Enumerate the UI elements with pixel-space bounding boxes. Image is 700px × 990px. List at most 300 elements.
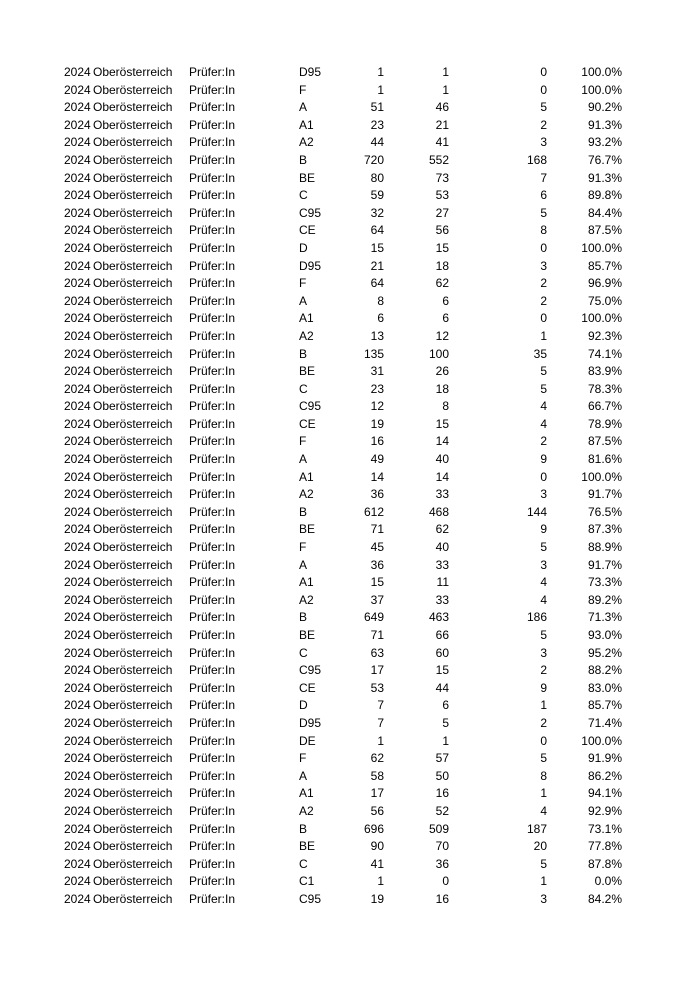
failed-cell: 1 xyxy=(540,786,547,801)
pass-rate-cell: 66.7% xyxy=(587,399,622,414)
year-cell: 2024 xyxy=(64,628,91,642)
region-cell: Oberösterreich xyxy=(93,205,173,220)
passed-cell: 14 xyxy=(435,469,449,484)
role-cell: Prüfer:In xyxy=(189,557,236,572)
table-row xyxy=(0,557,700,575)
role-cell: Prüfer:In xyxy=(189,152,236,167)
passed-cell: 1 xyxy=(442,82,449,97)
table-row xyxy=(0,99,700,117)
total-cell: 59 xyxy=(370,188,384,203)
region-cell: Oberösterreich xyxy=(93,240,173,255)
license-class-cell: F xyxy=(299,434,307,449)
total-cell: 49 xyxy=(370,452,384,467)
failed-cell: 5 xyxy=(540,364,547,379)
failed-cell: 3 xyxy=(540,258,547,273)
role-cell: Prüfer:In xyxy=(189,223,236,238)
failed-cell: 5 xyxy=(540,381,547,396)
pass-rate-cell: 86.2% xyxy=(587,768,622,783)
region-cell: Oberösterreich xyxy=(93,786,173,801)
failed-cell: 187 xyxy=(526,821,547,836)
role-cell: Prüfer:In xyxy=(189,575,236,590)
year-cell: 2024 xyxy=(64,65,91,79)
failed-cell: 3 xyxy=(540,891,547,906)
role-cell: Prüfer:In xyxy=(189,715,236,730)
total-cell: 23 xyxy=(370,117,384,132)
year-cell: 2024 xyxy=(64,715,91,730)
pass-rate-cell: 74.1% xyxy=(587,346,622,361)
pass-rate-cell: 91.9% xyxy=(587,751,622,766)
year-cell: 2024 xyxy=(64,768,91,783)
year-cell: 2024 xyxy=(64,680,91,695)
failed-cell: 4 xyxy=(540,399,547,414)
region-cell: Oberösterreich xyxy=(93,328,173,343)
table-row xyxy=(0,838,700,856)
table-row xyxy=(0,750,700,768)
total-cell: 62 xyxy=(370,751,384,766)
failed-cell: 7 xyxy=(540,170,547,185)
total-cell: 36 xyxy=(370,557,384,572)
year-cell: 2024 xyxy=(64,152,91,167)
pass-rate-cell: 88.2% xyxy=(587,663,622,678)
table-row xyxy=(0,346,700,364)
pass-rate-cell: 78.3% xyxy=(587,381,622,396)
license-class-cell: F xyxy=(299,751,307,766)
license-class-cell: A1 xyxy=(299,575,314,590)
passed-cell: 53 xyxy=(435,188,449,203)
passed-cell: 463 xyxy=(428,610,449,625)
pass-rate-cell: 83.0% xyxy=(587,680,622,695)
region-cell: Oberösterreich xyxy=(93,258,173,273)
failed-cell: 3 xyxy=(540,487,547,502)
year-cell: 2024 xyxy=(64,205,91,220)
passed-cell: 6 xyxy=(442,698,449,713)
region-cell: Oberösterreich xyxy=(93,399,173,414)
license-class-cell: BE xyxy=(299,170,316,185)
pass-rate-cell: 96.9% xyxy=(587,276,622,291)
table-row xyxy=(0,609,700,627)
region-cell: Oberösterreich xyxy=(93,803,173,818)
role-cell: Prüfer:In xyxy=(189,82,236,97)
pass-rate-cell: 76.5% xyxy=(587,504,622,519)
role-cell: Prüfer:In xyxy=(189,504,236,519)
total-cell: 720 xyxy=(363,152,384,167)
total-cell: 8 xyxy=(377,293,384,308)
region-cell: Oberösterreich xyxy=(93,293,173,308)
pass-rate-cell: 83.9% xyxy=(587,364,622,379)
region-cell: Oberösterreich xyxy=(93,839,173,854)
passed-cell: 12 xyxy=(435,328,449,343)
year-cell: 2024 xyxy=(64,803,91,818)
region-cell: Oberösterreich xyxy=(93,82,173,97)
region-cell: Oberösterreich xyxy=(93,188,173,203)
region-cell: Oberösterreich xyxy=(93,821,173,836)
total-cell: 58 xyxy=(370,768,384,783)
total-cell: 649 xyxy=(363,610,384,625)
passed-cell: 100 xyxy=(428,346,449,361)
license-class-cell: C1 xyxy=(299,874,315,889)
license-class-cell: CE xyxy=(299,680,316,695)
year-cell: 2024 xyxy=(64,645,91,660)
table-row xyxy=(0,416,700,434)
pass-rate-cell: 100.0% xyxy=(581,311,622,326)
role-cell: Prüfer:In xyxy=(189,540,236,555)
table-row xyxy=(0,328,700,346)
table-row xyxy=(0,433,700,451)
year-cell: 2024 xyxy=(64,293,91,308)
year-cell: 2024 xyxy=(64,504,91,519)
failed-cell: 4 xyxy=(540,803,547,818)
year-cell: 2024 xyxy=(64,786,91,801)
table-row xyxy=(0,152,700,170)
license-class-cell: DE xyxy=(299,733,316,748)
license-class-cell: BE xyxy=(299,628,316,642)
role-cell: Prüfer:In xyxy=(189,346,236,361)
failed-cell: 9 xyxy=(540,452,547,467)
table-row xyxy=(0,469,700,487)
passed-cell: 468 xyxy=(428,504,449,519)
total-cell: 1 xyxy=(377,82,384,97)
total-cell: 36 xyxy=(370,487,384,502)
total-cell: 37 xyxy=(370,592,384,607)
failed-cell: 0 xyxy=(540,469,547,484)
year-cell: 2024 xyxy=(64,751,91,766)
role-cell: Prüfer:In xyxy=(189,293,236,308)
total-cell: 51 xyxy=(370,100,384,115)
pass-rate-cell: 73.3% xyxy=(587,575,622,590)
license-class-cell: C95 xyxy=(299,663,322,678)
table-row xyxy=(0,398,700,416)
license-class-cell: A xyxy=(299,768,308,783)
failed-cell: 2 xyxy=(540,663,547,678)
passed-cell: 40 xyxy=(435,452,449,467)
passed-cell: 8 xyxy=(442,399,449,414)
pass-rate-cell: 100.0% xyxy=(581,733,622,748)
year-cell: 2024 xyxy=(64,891,91,906)
role-cell: Prüfer:In xyxy=(189,117,236,132)
region-cell: Oberösterreich xyxy=(93,346,173,361)
pass-rate-cell: 87.5% xyxy=(587,223,622,238)
license-class-cell: A1 xyxy=(299,311,314,326)
pass-rate-cell: 92.3% xyxy=(587,328,622,343)
license-class-cell: D95 xyxy=(299,65,322,79)
failed-cell: 5 xyxy=(540,751,547,766)
table-row xyxy=(0,539,700,557)
license-class-cell: A2 xyxy=(299,592,314,607)
total-cell: 31 xyxy=(370,364,384,379)
pass-rate-cell: 100.0% xyxy=(581,65,622,79)
passed-cell: 44 xyxy=(435,680,449,695)
total-cell: 41 xyxy=(370,856,384,871)
license-class-cell: A2 xyxy=(299,135,314,150)
failed-cell: 1 xyxy=(540,328,547,343)
role-cell: Prüfer:In xyxy=(189,416,236,431)
pass-rate-cell: 87.8% xyxy=(587,856,622,871)
year-cell: 2024 xyxy=(64,381,91,396)
failed-cell: 9 xyxy=(540,522,547,537)
year-cell: 2024 xyxy=(64,733,91,748)
table-row xyxy=(0,891,700,909)
region-cell: Oberösterreich xyxy=(93,768,173,783)
passed-cell: 70 xyxy=(435,839,449,854)
region-cell: Oberösterreich xyxy=(93,575,173,590)
license-class-cell: B xyxy=(299,346,308,361)
failed-cell: 9 xyxy=(540,680,547,695)
year-cell: 2024 xyxy=(64,328,91,343)
passed-cell: 62 xyxy=(435,522,449,537)
license-class-cell: F xyxy=(299,82,307,97)
total-cell: 6 xyxy=(377,311,384,326)
table-row xyxy=(0,803,700,821)
year-cell: 2024 xyxy=(64,276,91,291)
failed-cell: 2 xyxy=(540,715,547,730)
failed-cell: 5 xyxy=(540,540,547,555)
pass-rate-cell: 71.3% xyxy=(587,610,622,625)
region-cell: Oberösterreich xyxy=(93,170,173,185)
pass-rate-cell: 76.7% xyxy=(587,152,622,167)
total-cell: 16 xyxy=(370,434,384,449)
failed-cell: 5 xyxy=(540,856,547,871)
total-cell: 1 xyxy=(377,65,384,79)
table-row xyxy=(0,592,700,610)
license-class-cell: A xyxy=(299,100,308,115)
passed-cell: 60 xyxy=(435,645,449,660)
license-class-cell: F xyxy=(299,276,307,291)
role-cell: Prüfer:In xyxy=(189,364,236,379)
role-cell: Prüfer:In xyxy=(189,610,236,625)
total-cell: 45 xyxy=(370,540,384,555)
failed-cell: 4 xyxy=(540,575,547,590)
license-class-cell: D95 xyxy=(299,258,322,273)
passed-cell: 66 xyxy=(435,628,449,642)
year-cell: 2024 xyxy=(64,557,91,572)
passed-cell: 11 xyxy=(436,575,449,590)
pass-rate-cell: 81.6% xyxy=(587,452,622,467)
role-cell: Prüfer:In xyxy=(189,434,236,449)
region-cell: Oberösterreich xyxy=(93,715,173,730)
table-row xyxy=(0,381,700,399)
total-cell: 12 xyxy=(370,399,384,414)
passed-cell: 33 xyxy=(435,557,449,572)
passed-cell: 1 xyxy=(442,733,449,748)
license-class-cell: C95 xyxy=(299,399,322,414)
year-cell: 2024 xyxy=(64,434,91,449)
region-cell: Oberösterreich xyxy=(93,152,173,167)
data-table xyxy=(0,64,700,909)
year-cell: 2024 xyxy=(64,856,91,871)
role-cell: Prüfer:In xyxy=(189,170,236,185)
role-cell: Prüfer:In xyxy=(189,65,236,79)
pass-rate-cell: 77.8% xyxy=(587,839,622,854)
license-class-cell: C xyxy=(299,381,308,396)
failed-cell: 8 xyxy=(540,223,547,238)
region-cell: Oberösterreich xyxy=(93,117,173,132)
pass-rate-cell: 73.1% xyxy=(587,821,622,836)
pass-rate-cell: 71.4% xyxy=(587,715,622,730)
pass-rate-cell: 92.9% xyxy=(587,803,622,818)
passed-cell: 56 xyxy=(435,223,449,238)
passed-cell: 18 xyxy=(435,381,449,396)
region-cell: Oberösterreich xyxy=(93,504,173,519)
year-cell: 2024 xyxy=(64,223,91,238)
passed-cell: 50 xyxy=(435,768,449,783)
license-class-cell: C95 xyxy=(299,205,322,220)
passed-cell: 57 xyxy=(435,751,449,766)
total-cell: 17 xyxy=(370,786,384,801)
table-row xyxy=(0,240,700,258)
total-cell: 19 xyxy=(370,891,384,906)
failed-cell: 5 xyxy=(540,205,547,220)
role-cell: Prüfer:In xyxy=(189,839,236,854)
failed-cell: 20 xyxy=(533,839,547,854)
license-class-cell: BE xyxy=(299,839,316,854)
pass-rate-cell: 85.7% xyxy=(587,258,622,273)
failed-cell: 144 xyxy=(526,504,547,519)
passed-cell: 1 xyxy=(442,65,449,79)
license-class-cell: A1 xyxy=(299,786,314,801)
license-class-cell: CE xyxy=(299,416,316,431)
year-cell: 2024 xyxy=(64,874,91,889)
license-class-cell: A2 xyxy=(299,487,314,502)
total-cell: 64 xyxy=(370,276,384,291)
pass-rate-cell: 91.3% xyxy=(587,170,622,185)
passed-cell: 33 xyxy=(435,592,449,607)
license-class-cell: D xyxy=(299,240,308,255)
failed-cell: 168 xyxy=(526,152,547,167)
role-cell: Prüfer:In xyxy=(189,276,236,291)
table-row xyxy=(0,82,700,100)
region-cell: Oberösterreich xyxy=(93,733,173,748)
year-cell: 2024 xyxy=(64,188,91,203)
pass-rate-cell: 0.0% xyxy=(594,874,622,889)
table-row xyxy=(0,662,700,680)
role-cell: Prüfer:In xyxy=(189,733,236,748)
region-cell: Oberösterreich xyxy=(93,65,173,79)
total-cell: 63 xyxy=(370,645,384,660)
pass-rate-cell: 78.9% xyxy=(587,416,622,431)
failed-cell: 2 xyxy=(540,117,547,132)
passed-cell: 41 xyxy=(435,135,449,150)
region-cell: Oberösterreich xyxy=(93,276,173,291)
pass-rate-cell: 100.0% xyxy=(581,469,622,484)
region-cell: Oberösterreich xyxy=(93,311,173,326)
total-cell: 612 xyxy=(363,504,384,519)
table-row xyxy=(0,222,700,240)
role-cell: Prüfer:In xyxy=(189,381,236,396)
year-cell: 2024 xyxy=(64,821,91,836)
year-cell: 2024 xyxy=(64,839,91,854)
pass-rate-cell: 90.2% xyxy=(587,100,622,115)
passed-cell: 16 xyxy=(435,891,449,906)
license-class-cell: A xyxy=(299,452,308,467)
table-row xyxy=(0,293,700,311)
passed-cell: 6 xyxy=(442,311,449,326)
year-cell: 2024 xyxy=(64,540,91,555)
role-cell: Prüfer:In xyxy=(189,856,236,871)
failed-cell: 5 xyxy=(540,100,547,115)
total-cell: 80 xyxy=(370,170,384,185)
license-class-cell: BE xyxy=(299,364,316,379)
total-cell: 53 xyxy=(370,680,384,695)
passed-cell: 36 xyxy=(435,856,449,871)
total-cell: 21 xyxy=(370,258,384,273)
license-class-cell: A xyxy=(299,557,308,572)
total-cell: 56 xyxy=(370,803,384,818)
year-cell: 2024 xyxy=(64,82,91,97)
passed-cell: 0 xyxy=(442,874,449,889)
pass-rate-cell: 93.2% xyxy=(587,135,622,150)
pass-rate-cell: 84.4% xyxy=(587,205,622,220)
role-cell: Prüfer:In xyxy=(189,874,236,889)
total-cell: 71 xyxy=(370,628,384,642)
region-cell: Oberösterreich xyxy=(93,592,173,607)
table-row xyxy=(0,768,700,786)
failed-cell: 2 xyxy=(540,434,547,449)
year-cell: 2024 xyxy=(64,135,91,150)
table-row xyxy=(0,64,700,82)
total-cell: 71 xyxy=(370,522,384,537)
total-cell: 1 xyxy=(377,874,384,889)
role-cell: Prüfer:In xyxy=(189,205,236,220)
license-class-cell: B xyxy=(299,152,308,167)
region-cell: Oberösterreich xyxy=(93,663,173,678)
year-cell: 2024 xyxy=(64,575,91,590)
role-cell: Prüfer:In xyxy=(189,522,236,537)
year-cell: 2024 xyxy=(64,117,91,132)
year-cell: 2024 xyxy=(64,364,91,379)
table-row xyxy=(0,574,700,592)
table-row xyxy=(0,856,700,874)
year-cell: 2024 xyxy=(64,170,91,185)
year-cell: 2024 xyxy=(64,469,91,484)
region-cell: Oberösterreich xyxy=(93,469,173,484)
table-row xyxy=(0,310,700,328)
region-cell: Oberösterreich xyxy=(93,487,173,502)
role-cell: Prüfer:In xyxy=(189,768,236,783)
role-cell: Prüfer:In xyxy=(189,311,236,326)
pass-rate-cell: 89.8% xyxy=(587,188,622,203)
passed-cell: 18 xyxy=(435,258,449,273)
role-cell: Prüfer:In xyxy=(189,452,236,467)
passed-cell: 73 xyxy=(435,170,449,185)
total-cell: 15 xyxy=(370,575,384,590)
table-row xyxy=(0,521,700,539)
passed-cell: 6 xyxy=(442,293,449,308)
region-cell: Oberösterreich xyxy=(93,416,173,431)
table-row xyxy=(0,117,700,135)
role-cell: Prüfer:In xyxy=(189,487,236,502)
role-cell: Prüfer:In xyxy=(189,399,236,414)
table-row xyxy=(0,451,700,469)
passed-cell: 27 xyxy=(435,205,449,220)
year-cell: 2024 xyxy=(64,416,91,431)
license-class-cell: D xyxy=(299,698,308,713)
failed-cell: 3 xyxy=(540,645,547,660)
pass-rate-cell: 75.0% xyxy=(587,293,622,308)
pass-rate-cell: 88.9% xyxy=(587,540,622,555)
failed-cell: 3 xyxy=(540,557,547,572)
failed-cell: 5 xyxy=(540,628,547,642)
region-cell: Oberösterreich xyxy=(93,452,173,467)
pass-rate-cell: 87.5% xyxy=(587,434,622,449)
pass-rate-cell: 91.7% xyxy=(587,557,622,572)
table-row xyxy=(0,486,700,504)
region-cell: Oberösterreich xyxy=(93,364,173,379)
total-cell: 14 xyxy=(370,469,384,484)
region-cell: Oberösterreich xyxy=(93,135,173,150)
pass-rate-cell: 89.2% xyxy=(587,592,622,607)
license-class-cell: A1 xyxy=(299,117,314,132)
pass-rate-cell: 85.7% xyxy=(587,698,622,713)
